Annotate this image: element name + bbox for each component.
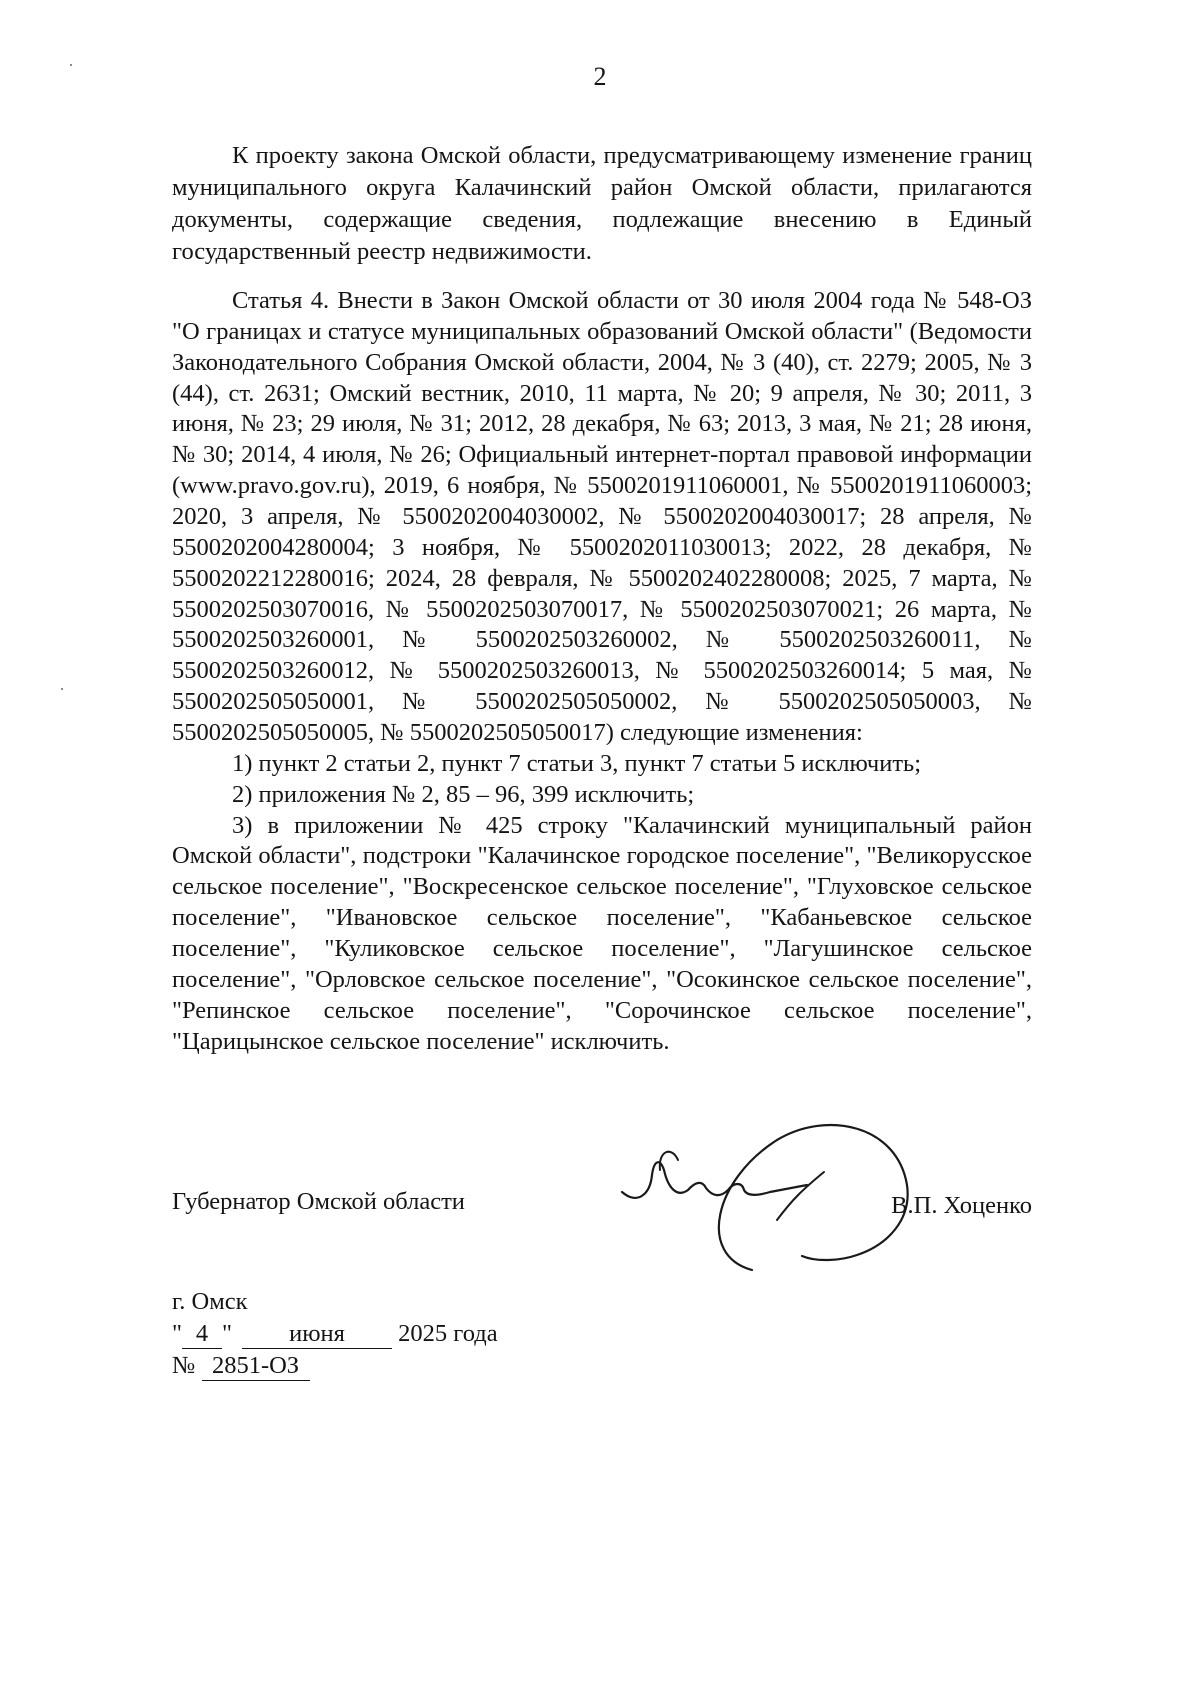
document-footer bbox=[172, 1286, 498, 1382]
page-number: 2 bbox=[593, 62, 607, 91]
article-4-text: Статья 4. Внести в Закон Омской области от 30 июля 2004 года № 548-ОЗ "О границах и статусе муниципальных образований Омской области" (Ведомости Законодательного Собрания Омской области, 2004, № 3 (40), ст. 2279; 2005, № 3 (44), ст. 2631; Омский вестник, 2010, 11 марта, № 20; 9 апреля, № 30; 2011, 3 июня, № 23; 29 июля, № 31; 2012, 28 декабря, № 63; 2013, 3 мая, № 21; 28 июня, № 30; 2014, 4 июля, № 26; Официальный интернет-портал правовой информации (www.pravo.gov.ru), 2019, 6 ноября, № 5500201911060001, № 5500201911060003; 2020, 3 апреля, № 5500202004030002, № 5500202004030017; 28 апреля, № 5500202004280004; 3 ноября, № 5500202011030013; 2022, 28 декабря, № 5500202212280016; 2024, 28 февраля, № 5500202402280008; 2025, 7 марта, № 5500202503070016, № 5500202503070017, № 5500202503070021; 26 марта, № 5500202503260001, № 5500202503260002, № 5500202503260011, № 5500202503260012, № 5500202503260013, № 5500202503260014; 5 мая, № 5500202505050001, № 5500202505050002, № 5500202505050003, № 5500202505050005, № 5500202505050017) следующие изменения: bbox=[172, 287, 1032, 747]
article-4-item-1: 1) пункт 2 статьи 2, пункт 7 статьи 3, пункт 7 статьи 5 исключить; bbox=[232, 749, 922, 777]
article-4-item-3: 3) в приложении № 425 строку "Калачинский муниципальный район Омской области", подстроки "Калачинское городское поселение", "Великорусское сельское поселение", "Воскресенское сельское поселение", "Глуховское сельское поселение", "Ивановское сельское поселение", "Кабаньевское сельское поселение", "Куликовское сельское поселение", "Лагушинское сельское поселение", "Орловское сельское поселение", "Осокинское сельское поселение", "Репинское сельское поселение", "Сорочинское сельское поселение", "Царицынское сельское поселение" исключить. bbox=[172, 811, 1032, 1055]
signature-block bbox=[172, 1180, 1052, 1300]
date-line: " 4 " июня 2025 года bbox=[172, 1319, 498, 1347]
date-month: июня bbox=[242, 1321, 392, 1349]
intro-text: К проекту закона Омской области, предусматривающему изменение границ муниципального округа Калачинский район Омской области, прилагаются документы, содержащие сведения, подлежащие внесению в Единый государственный реестр недвижимости. bbox=[172, 142, 1032, 265]
law-number: 2851-ОЗ bbox=[202, 1353, 310, 1381]
date-day: 4 bbox=[182, 1321, 222, 1349]
handwritten-signature bbox=[602, 1070, 972, 1300]
date-year: 2025 года bbox=[398, 1319, 498, 1347]
intro-paragraph bbox=[172, 140, 1032, 267]
number-sign: № bbox=[172, 1351, 196, 1379]
signatory-name: В.П. Хоценко bbox=[891, 1192, 1032, 1219]
signatory-title: Губернатор Омской области bbox=[172, 1188, 465, 1215]
article-4 bbox=[172, 286, 1032, 1057]
law-number-line bbox=[172, 1350, 498, 1382]
article-4-item-2: 2) приложения № 2, 85 – 96, 399 исключить; bbox=[232, 780, 695, 808]
city: г. Омск bbox=[172, 1288, 248, 1315]
